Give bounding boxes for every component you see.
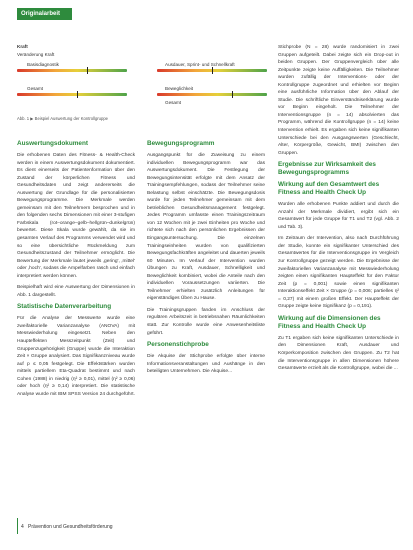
body-paragraph: Beispielhaft wird eine Auswertung der Dimensionen in Abb. 1 dargestellt. bbox=[17, 285, 135, 298]
gauge-gesamt-left bbox=[17, 93, 127, 96]
body-paragraph: Für die Analyse der Messwerte wurde eine zweifaktorielle Varianzanalyse (ANOVA) mit Messwiederholung eingesetzt. Neben den Haupteffekten Messzeitpunkt (Zeit) und Gruppenzugehörigkeit (Gruppe) wurde die Interaktion Zeit × Gruppe analysiert. Das Signifikanzniveau wurde auf p ≤ 0,05 festgelegt. Die Effektstärken wurden mittels partiellem Eta-Quadrat bestimmt und nach Cohen (1988) in niedrig (η² ≥ 0,01), mittel (η² ≥ 0,06) oder hoch (η² ≥ 0,14) interpretiert. Die statistische Analyse wurde mit IBM SPSS Version 24 durchgeführt. bbox=[17, 316, 135, 397]
gauge-label-beweglichkeit: Beweglichkeit bbox=[165, 86, 194, 91]
gauge-label-ausdauer: Ausdauer, Sprint- und Schnellkraft bbox=[165, 62, 235, 67]
section-badge: Originalarbeit bbox=[17, 8, 72, 20]
body-paragraph: Die erhobenen Daten des Fitness- & Health-Check werden in einem Auswertungsdokument dokumentiert. Es dient einerseits der Patientenformation über den Zustand der körperlichen Fitness und Gesundheitsdaten und zeigt andererseits die Auswertung der Grundlage für die personalisierten Bewegungsprogramme. Die Merkmale werden gemeinsam mit den Teilnehmern besprochen und in den folgenden sechs Dimensionen mit einer 3-stufigen Farbskala (rot–orange–gelb–hellgrün–dunkelgrün) bewertet. Diese Skala wurde gewählt, da sie im gesamten Verlauf des Programms verwendet wird und so eine übersichtliche Rückmeldung zum Gesundheitszustand der Teilnehmer ermöglicht. Die Bewertung der Merkmale lautet jeweils ‚gering', ‚mittel' oder ‚hoch', sodass die Ampelfarben rasch und einfach interpretiert werden können. bbox=[17, 153, 135, 279]
section-heading: Auswertungsdokument bbox=[17, 140, 89, 147]
body-paragraph: Die Trainingsgruppen fanden im Anschluss der regulären Arbeitszeit in betriebsnahen Räumlichkeiten statt. Zur Kontrolle wurde eine Anwesenheitsliste geführt. bbox=[147, 307, 265, 336]
gauge-label-gesamt-mid: Gesamt bbox=[165, 100, 182, 105]
body-paragraph: Ausgangspunkt für die Zuweisung zu einem individuellen Bewegungsprogramm war das Auswertungsdokument. Die Festlegung der Bewegungsintensität erfolgte mit dem Ansatz der Trainingsempfehlungen, sodass der Teilnehmer seine Belastung selbst einschätzte. Die Bewegungsdosis wurde für jeden Teilnehmer gemeinsam mit dem betrieblichen Gesundheitsmanagement festgelegt. Jedes Programm umfasste einen Trainingszeitraum von 12 Wochen mit je zwei Einheiten pro Woche und richtete sich nach den persönlichen Ergebnissen der Eingangsuntersuchung. Die einzelnen Trainingseinheiten wurden von qualifizierten Bewegungsfachkräften angeleitet und dauerten jeweils 60 Minuten. Im Verlauf der Intervention wurden Übungen zu Kraft, Ausdauer, Schnelligkeit und Beweglichkeit kombiniert, wobei die Anteile nach den individuellen Voraussetzungen variierten. Die Teilnehmer erhielten zusätzlich Anleitungen für eigenständiges Üben zu Hause. bbox=[147, 153, 265, 302]
body-paragraph: Wurden alle erhobenen Punkte addiert und durch die Anzahl der Merkmale dividiert, ergibt sich ein Gesamtwert für jede Gruppe für T1 und T2 (vgl. Abb. 2 und Tab. 3). bbox=[278, 202, 399, 230]
section-heading: Wirkung auf die Dimensionen des Fitness and Health Check Up bbox=[278, 314, 381, 330]
section-heading: Wirkung auf den Gesamtwert des Fitness and Health Check Up bbox=[278, 181, 380, 197]
figure-subtitle: Veränderung Kraft bbox=[17, 52, 55, 57]
section-heading: Personenstichprobe bbox=[147, 341, 209, 349]
column-1 bbox=[17, 140, 135, 505]
gauge-gesamt-left-needle bbox=[77, 91, 78, 98]
figure-title: Kraft bbox=[17, 44, 28, 49]
body-paragraph: Im Zeitraum der Intervention, also nach Durchführung der Studie, konnte ein signifikanter Unterschied des Gesamtwertes für die Interventionsgruppe im Vergleich zur Kontrollgruppe gezeigt werden. Die Ergebnisse der zweifaktoriellen Varianzanalyse mit Messwiederholung zeigten einen signifikanten Haupteffekt für den Faktor Zeit (p = 0,001) sowie einen signifikanten Interaktionseffekt Zeit × Gruppe (p = 0,006; partielles η² = 0,27) mit einem großen Effekt. Der Haupteffekt der Gruppe zeigte keine Signifikanz (p = 0,191). bbox=[278, 236, 399, 310]
footer-accent-bar bbox=[17, 518, 18, 534]
column-3 bbox=[278, 44, 399, 534]
gauge-label-gesamt-left: Gesamt bbox=[27, 86, 44, 91]
column-2 bbox=[147, 140, 265, 535]
journal-title: Prävention und Gesundheitsförderung bbox=[28, 524, 113, 530]
gauge-basis bbox=[17, 69, 127, 72]
body-paragraph: Die Akquise der Stichprobe erfolgte über interne Informationsveranstaltungen und Aushänge in den beteiligten Unternehmen. Die Akquise... bbox=[147, 354, 265, 375]
gauge-beweglichkeit bbox=[157, 93, 267, 96]
body-paragraph: Stichprobe (N = 28) wurde randomisiert in zwei Gruppen aufgeteilt. Dabei zeigte sich ein Drop-out in beiden Gruppen. Der Gruppenvergleich über alle Zeitpunkte zeigte keine Auffälligkeiten. Die Teilnehmer wurden zufällig der Interventions- oder der Kontrollgruppe zugeordnet und erhielten vor Beginn eine ausführliche Information über den Ablauf der Studie. Die schriftliche Einverständniserklärung wurde vor Beginn eingeholt. Die Teilnehmer der Interventionsgruppe (n = 14) absolvierten das Programm, während die Kontrollgruppe (n = 14) keine Intervention erhielt. Es ergaben sich keine signifikanten Unterschiede bei den Ausgangswerten (Geschlecht, Alter, Körpergröße, Gewicht, BMI) zwischen den Gruppen. bbox=[278, 45, 399, 156]
gauge-basis-needle bbox=[87, 67, 88, 74]
section-heading: Statistische Datenverarbeitung bbox=[17, 303, 112, 311]
gauge-label-basis: Basisdiagnostik bbox=[27, 62, 59, 67]
figure-caption: Abb. 1 ▶ Beispiel Auswertung der Kontrollgruppe bbox=[17, 116, 108, 121]
gauge-beweglichkeit-needle bbox=[232, 91, 233, 98]
section-heading: Ergebnisse zur Wirksamkeit des Bewegungsprogramms bbox=[278, 161, 376, 177]
page-number: 4 bbox=[21, 524, 24, 530]
section-heading: Bewegungsprogramm bbox=[147, 140, 215, 147]
gauge-ausdauer-needle bbox=[212, 67, 213, 74]
body-paragraph: Zu T1 ergaben sich keine signifikanten Unterschiede in den Dimensionen Kraft, Ausdauer und Körperkomposition zwischen den Gruppen. Zu T2 hat die Interventionsgruppe in allen Dimensionen höhere Gesamtwerte erzielt als die Kontrollgruppe, wobei die ... bbox=[278, 335, 399, 372]
